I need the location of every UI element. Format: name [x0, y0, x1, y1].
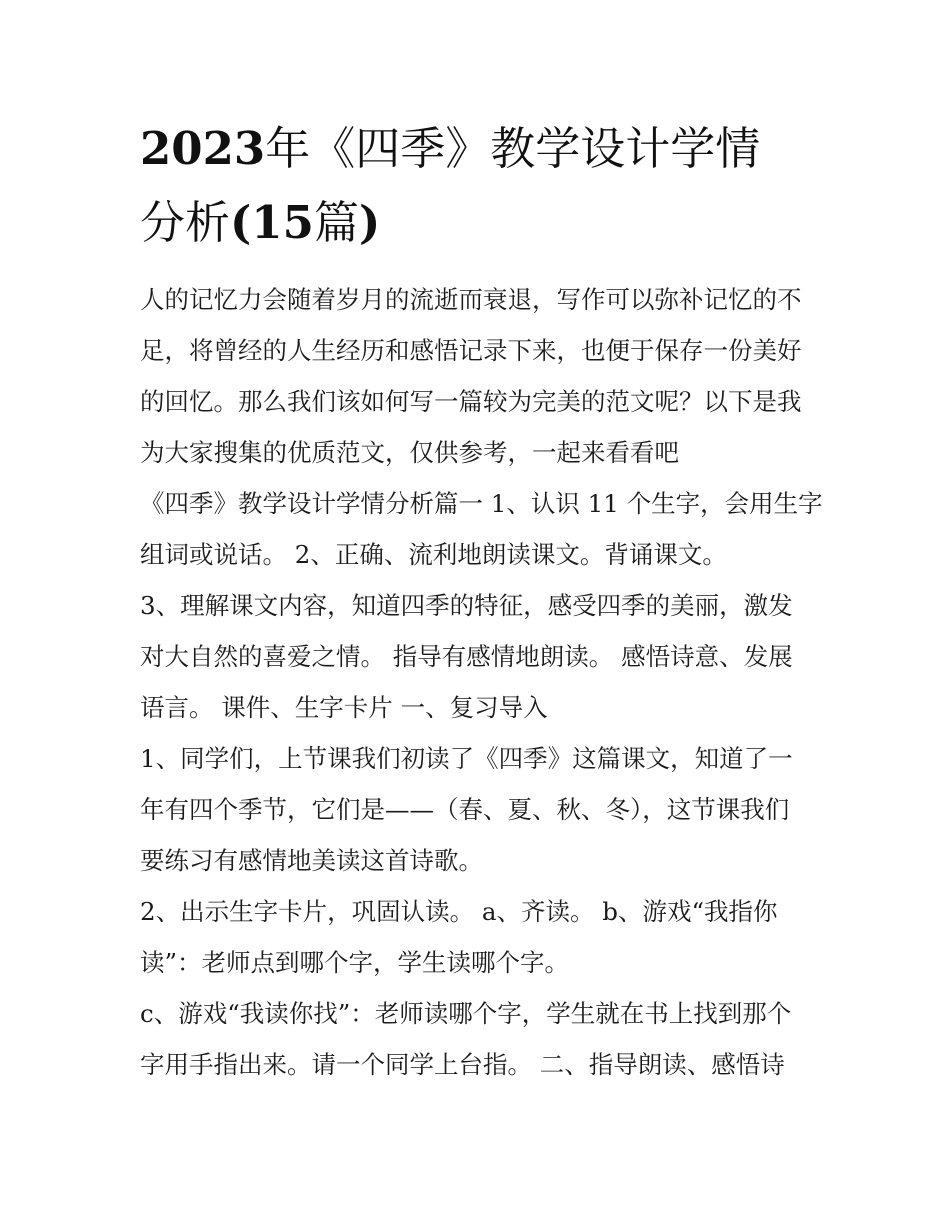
- title-line-2-start: 分析: [140, 196, 231, 249]
- text-line: 语言。 课件、生字卡片 一、复习导入: [140, 693, 548, 722]
- paragraph-intro: [140, 274, 830, 478]
- text-line: 3、理解课文内容，知道四季的特征，感受四季的美丽，激发: [140, 591, 793, 620]
- text-line: 为大家搜集的优质范文，仅供参考，一起来看看吧: [140, 438, 679, 467]
- text-line: 要练习有感情地美读这首诗歌。: [140, 846, 483, 875]
- text-line: 的回忆。那么我们该如何写一篇较为完美的范文呢？以下是我: [140, 387, 802, 416]
- title-count: (15: [230, 196, 314, 249]
- title-line-2-end: ): [358, 196, 381, 249]
- text-line: c、游戏“我读你找”：老师读哪个字，学生就在书上找到那个: [140, 999, 792, 1028]
- text-line: 对大自然的喜爱之情。 指导有感情地朗读。 感悟诗意、发展: [140, 642, 793, 671]
- paragraph-review: [140, 733, 830, 886]
- paragraph-goals: [140, 478, 830, 580]
- title-year: 2023: [140, 122, 266, 175]
- title-line-1-text: 年《四季》教学设计学情: [265, 122, 761, 175]
- text-line: 《四季》教学设计学情分析篇一 1、认识 11 个生字，会用生字: [140, 489, 823, 518]
- title-line-2: [140, 186, 830, 260]
- text-line: 足，将曾经的人生经历和感悟记录下来，也便于保存一份美好: [140, 336, 802, 365]
- paragraph-cards: [140, 886, 830, 988]
- text-line: 2、出示生字卡片，巩固认读。 a、齐读。 b、游戏“我指你: [140, 897, 778, 926]
- document-title: [140, 112, 830, 260]
- paragraph-understanding: [140, 580, 830, 733]
- text-line: 字用手指出来。请一个同学上台指。 二、指导朗读、感悟诗: [140, 1050, 785, 1079]
- text-line: 人的记忆力会随着岁月的流逝而衰退，写作可以弥补记忆的不: [140, 285, 802, 314]
- text-line: 1、同学们，上节课我们初读了《四季》这篇课文，知道了一: [140, 744, 793, 773]
- text-line: 组词或说话。 2、正确、流利地朗读课文。背诵课文。: [140, 540, 727, 569]
- title-line-2-mid: 篇: [313, 196, 359, 249]
- document-body: [140, 274, 830, 1090]
- text-line: 年有四个季节，它们是——（春、夏、秋、冬），这节课我们: [140, 795, 790, 824]
- text-line: 读”：老师点到哪个字，学生读哪个字。: [140, 948, 570, 977]
- title-line-1: [140, 112, 830, 186]
- paragraph-game: [140, 988, 830, 1090]
